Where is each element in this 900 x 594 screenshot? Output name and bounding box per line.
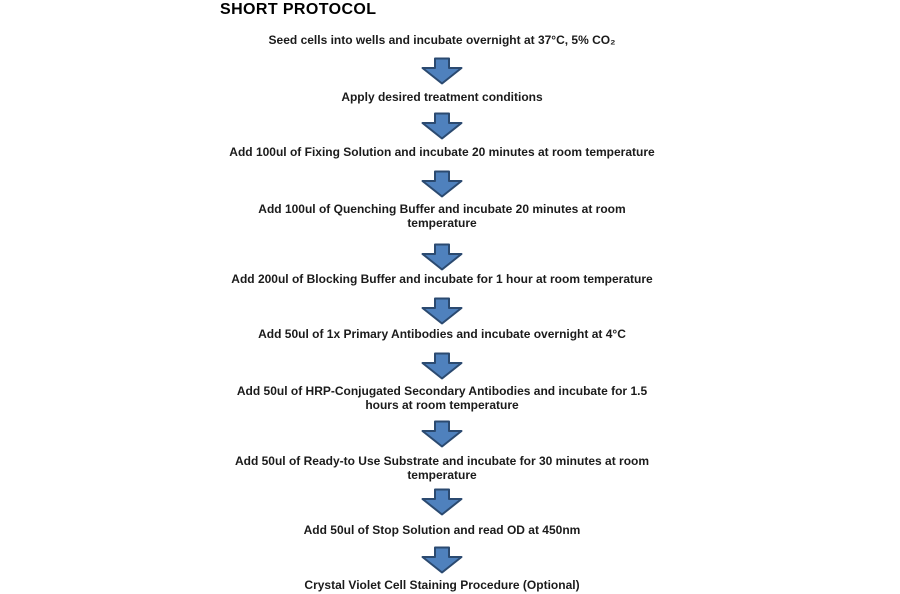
step-seed-cells: Seed cells into wells and incubate overnight at 37°C, 5% CO₂ [268,33,616,47]
step-blocking-buffer: Add 200ul of Blocking Buffer and incubate for 1 hour at room temperature [231,272,653,286]
step-stop-solution: Add 50ul of Stop Solution and read OD at 450nm [303,523,581,537]
down-arrow-icon [421,420,463,448]
step-crystal-violet: Crystal Violet Cell Staining Procedure (Optional) [304,578,580,592]
down-arrow-icon [421,352,463,380]
down-arrow-icon [421,112,463,140]
down-arrow-icon [421,297,463,325]
step-fixing-solution: Add 100ul of Fixing Solution and incubate 20 minutes at room temperature [229,145,655,159]
step-apply-treatment: Apply desired treatment conditions [341,90,543,104]
down-arrow-icon [421,488,463,516]
down-arrow-icon [421,546,463,574]
step-substrate: Add 50ul of Ready-to Use Substrate and incubate for 30 minutes at room temperature [234,454,650,482]
step-quenching-buffer: Add 100ul of Quenching Buffer and incubate 20 minutes at room temperature [258,202,626,230]
down-arrow-icon [421,57,463,85]
page-title: SHORT PROTOCOL [220,1,377,18]
step-primary-antibodies: Add 50ul of 1x Primary Antibodies and incubate overnight at 4°C [258,327,626,341]
down-arrow-icon [421,170,463,198]
step-secondary-antibodies: Add 50ul of HRP-Conjugated Secondary Antibodies and incubate for 1.5 hours at room temperature [236,384,648,412]
down-arrow-icon [421,243,463,271]
